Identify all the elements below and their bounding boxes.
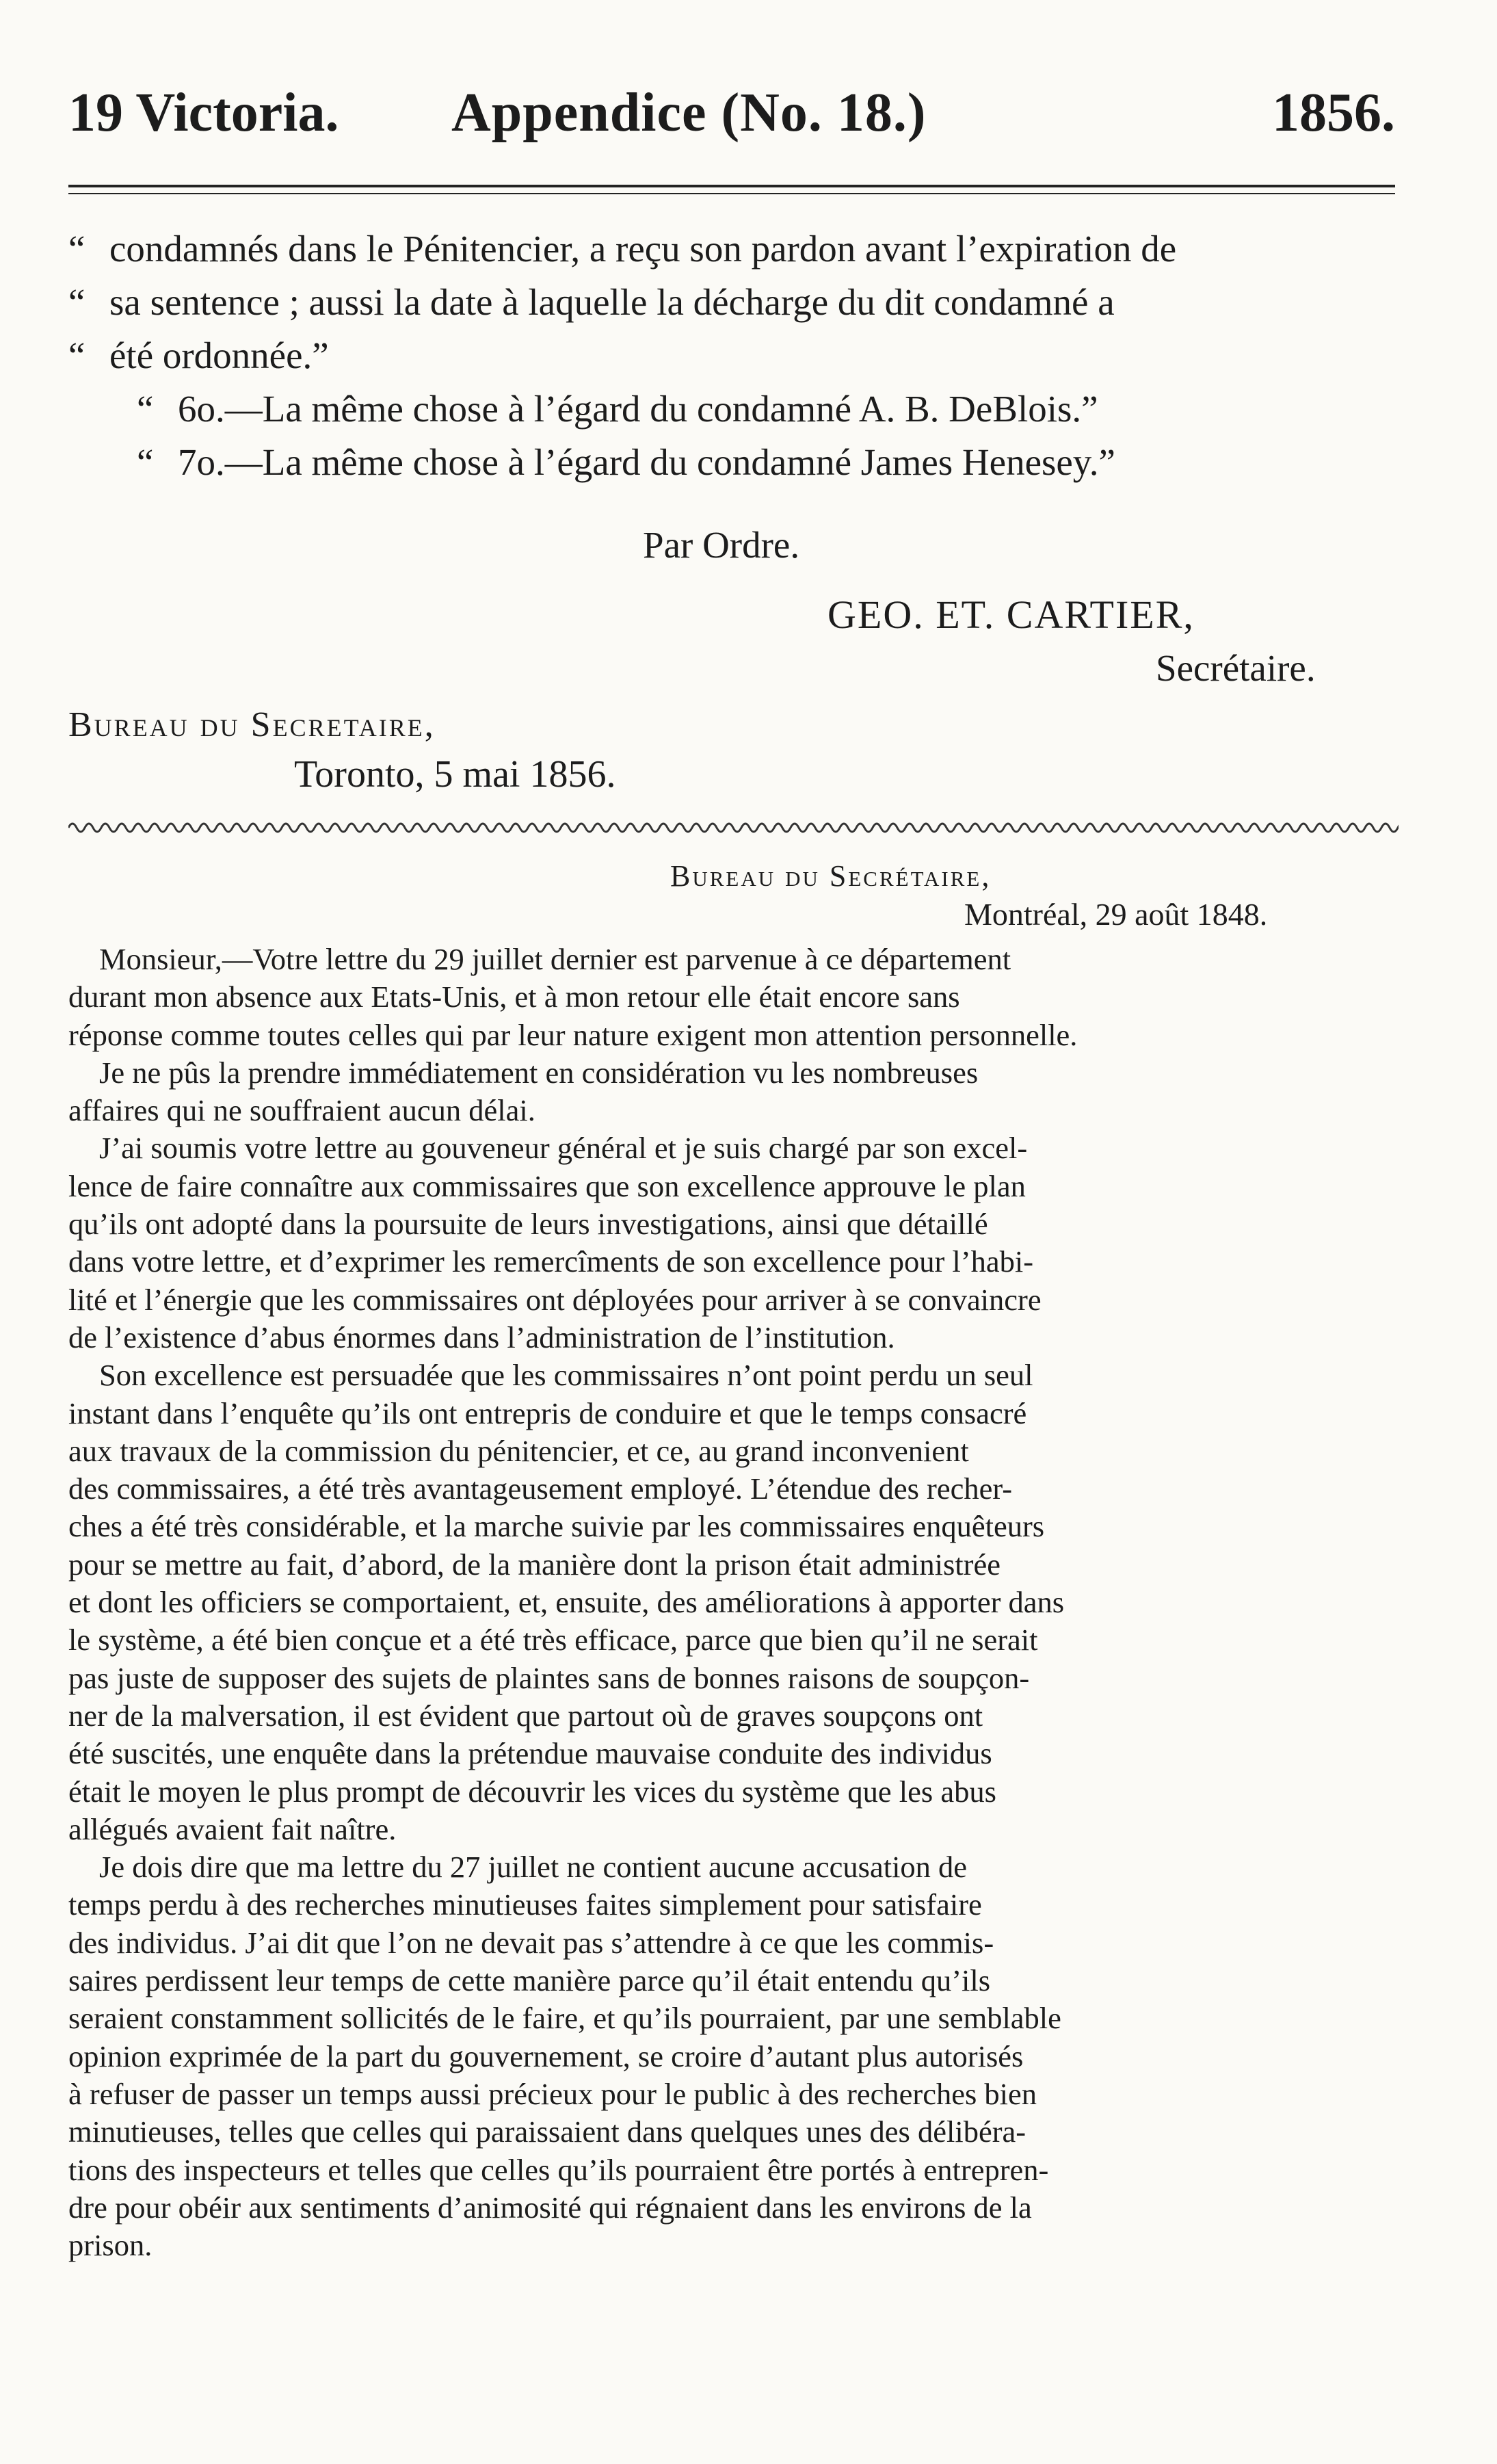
header-rule-thin xyxy=(68,193,1395,194)
signatory-title: Secrétaire. xyxy=(1156,647,1316,689)
letter-line: lence de faire connaître aux commissaires que son excellence approuve le plan xyxy=(68,1168,1026,1203)
header-appendix: Appendice (No. 18.) xyxy=(451,83,927,143)
wavy-separator xyxy=(68,814,1399,841)
header-rule-thick xyxy=(68,185,1395,187)
letter-line: était le moyen le plus prompt de découvrir les vices du système que les abus xyxy=(68,1774,996,1809)
letter-line: dans votre lettre, et d’exprimer les remercîments de son excellence pour l’habi- xyxy=(68,1244,1034,1279)
quote-item-7: “ 7o.—La même chose à l’égard du condamné James Henesey.” xyxy=(68,436,1399,489)
quote-mark: “ xyxy=(137,388,154,430)
letter-line: pour se mettre au fait, d’abord, de la manière dont la prison était administrée xyxy=(68,1547,1001,1582)
letter-line: J’ai soumis votre lettre au gouveneur général et je suis chargé par son excel- xyxy=(99,1131,1028,1166)
letter-line: prison. xyxy=(68,2228,153,2263)
letter-line: Je ne pûs la prendre immédiatement en considération vu les nombreuses xyxy=(99,1055,979,1090)
letter-line: ner de la malversation, il est évident que partout où de graves soupçons ont xyxy=(68,1698,983,1733)
place-date: Toronto, 5 mai 1856. xyxy=(294,753,616,796)
letter-line: le système, a été bien conçue et a été très efficace, parce que bien qu’il ne serait xyxy=(68,1623,1038,1657)
letter-place-date: Montréal, 29 août 1848. xyxy=(964,897,1268,932)
letter-line: de l’existence d’abus énormes dans l’administration de l’institution. xyxy=(68,1320,895,1354)
letter-line: allégués avaient fait naître. xyxy=(68,1811,397,1846)
letter-body xyxy=(68,941,1409,2264)
letter-line: des commissaires, a été très avantageusement employé. L’étendue des recher- xyxy=(68,1471,1013,1506)
letter-line: opinion exprimée de la part du gouvernement, se croire d’autant plus autorisés xyxy=(68,2039,1024,2073)
signatory-name: GEO. ET. CARTIER, xyxy=(827,592,1195,637)
letter-office-heading: Bureau du Secrétaire, xyxy=(670,859,992,893)
letter-line: aux travaux de la commission du pénitencier, et ce, au grand inconvenient xyxy=(68,1433,969,1468)
letter-line: pas juste de supposer des sujets de plaintes sans de bonnes raisons de soupçon- xyxy=(68,1660,1030,1695)
par-ordre: Par Ordre. xyxy=(643,524,800,566)
letter-line: affaires qui ne souffraient aucun délai. xyxy=(68,1093,535,1128)
letter-line: et dont les officiers se comportaient, et, ensuite, des améliorations à apporter dans xyxy=(68,1585,1065,1620)
quoted-text xyxy=(68,222,1399,489)
letter-line: lité et l’énergie que les commissaires ont déployées pour arriver à se convaincre xyxy=(68,1282,1042,1317)
letter-line: saires perdissent leur temps de cette manière parce qu’il était entendu qu’ils xyxy=(68,1963,991,1998)
header-session: 19 Victoria. xyxy=(68,83,339,143)
letter-line: Je dois dire que ma lettre du 27 juillet ne contient aucune accusation de xyxy=(99,1850,968,1885)
letter-line: ches a été très considérable, et la marche suivie par les commissaires enquêteurs xyxy=(68,1509,1045,1544)
letter-line: instant dans l’enquête qu’ils ont entrepris de conduire et que le temps consacré xyxy=(68,1395,1027,1430)
quote-line: “ été ordonnée.” xyxy=(68,329,1399,382)
letter-line: tions des inspecteurs et telles que celles qu’ils pourraient être portés à entrepren- xyxy=(68,2152,1049,2187)
letter-line: des individus. J’ai dit que l’on ne devait pas s’attendre à ce que les commis- xyxy=(68,1925,994,1960)
letter-line: minutieuses, telles que celles qui paraissaient dans quelques unes des délibéra- xyxy=(68,2114,1026,2149)
letter-line: temps perdu à des recherches minutieuses faites simplement pour satisfaire xyxy=(68,1887,982,1922)
letter-line: dre pour obéir aux sentiments d’animosité qui régnaient dans les environs de la xyxy=(68,2190,1032,2225)
header-year: 1856. xyxy=(1272,83,1395,143)
quote-line: “ sa sentence ; aussi la date à laquelle la décharge du dit condamné a xyxy=(68,276,1399,329)
running-header xyxy=(68,72,1395,154)
quote-item-6: “ 6o.—La même chose à l’égard du condamné A. B. DeBlois.” xyxy=(68,382,1399,436)
quote-mark: “ xyxy=(68,335,85,376)
quote-mark: “ xyxy=(68,228,85,270)
office-heading: Bureau du Secretaire, xyxy=(68,705,436,744)
quote-mark: “ xyxy=(137,441,154,483)
letter-line: réponse comme toutes celles qui par leur nature exigent mon attention personnelle. xyxy=(68,1017,1078,1052)
letter-line: durant mon absence aux Etats-Unis, et à mon retour elle était encore sans xyxy=(68,980,960,1014)
quote-mark: “ xyxy=(68,281,85,323)
letter-line: été suscités, une enquête dans la prétendue mauvaise conduite des individus xyxy=(68,1736,992,1771)
letter-line: Son excellence est persuadée que les commissaires n’ont point perdu un seul xyxy=(99,1358,1033,1393)
letter-line: seraient constamment sollicités de le faire, et qu’ils pourraient, par une semblable xyxy=(68,2001,1061,2036)
quote-line: “ condamnés dans le Pénitencier, a reçu son pardon avant l’expiration de xyxy=(68,222,1399,276)
letter-line: qu’ils ont adopté dans la poursuite de leurs investigations, ainsi que détaillé xyxy=(68,1207,988,1242)
letter-line: à refuser de passer un temps aussi précieux pour le public à des recherches bien xyxy=(68,2076,1037,2111)
letter-line: Monsieur,—Votre lettre du 29 juillet dernier est parvenue à ce département xyxy=(99,942,1011,976)
